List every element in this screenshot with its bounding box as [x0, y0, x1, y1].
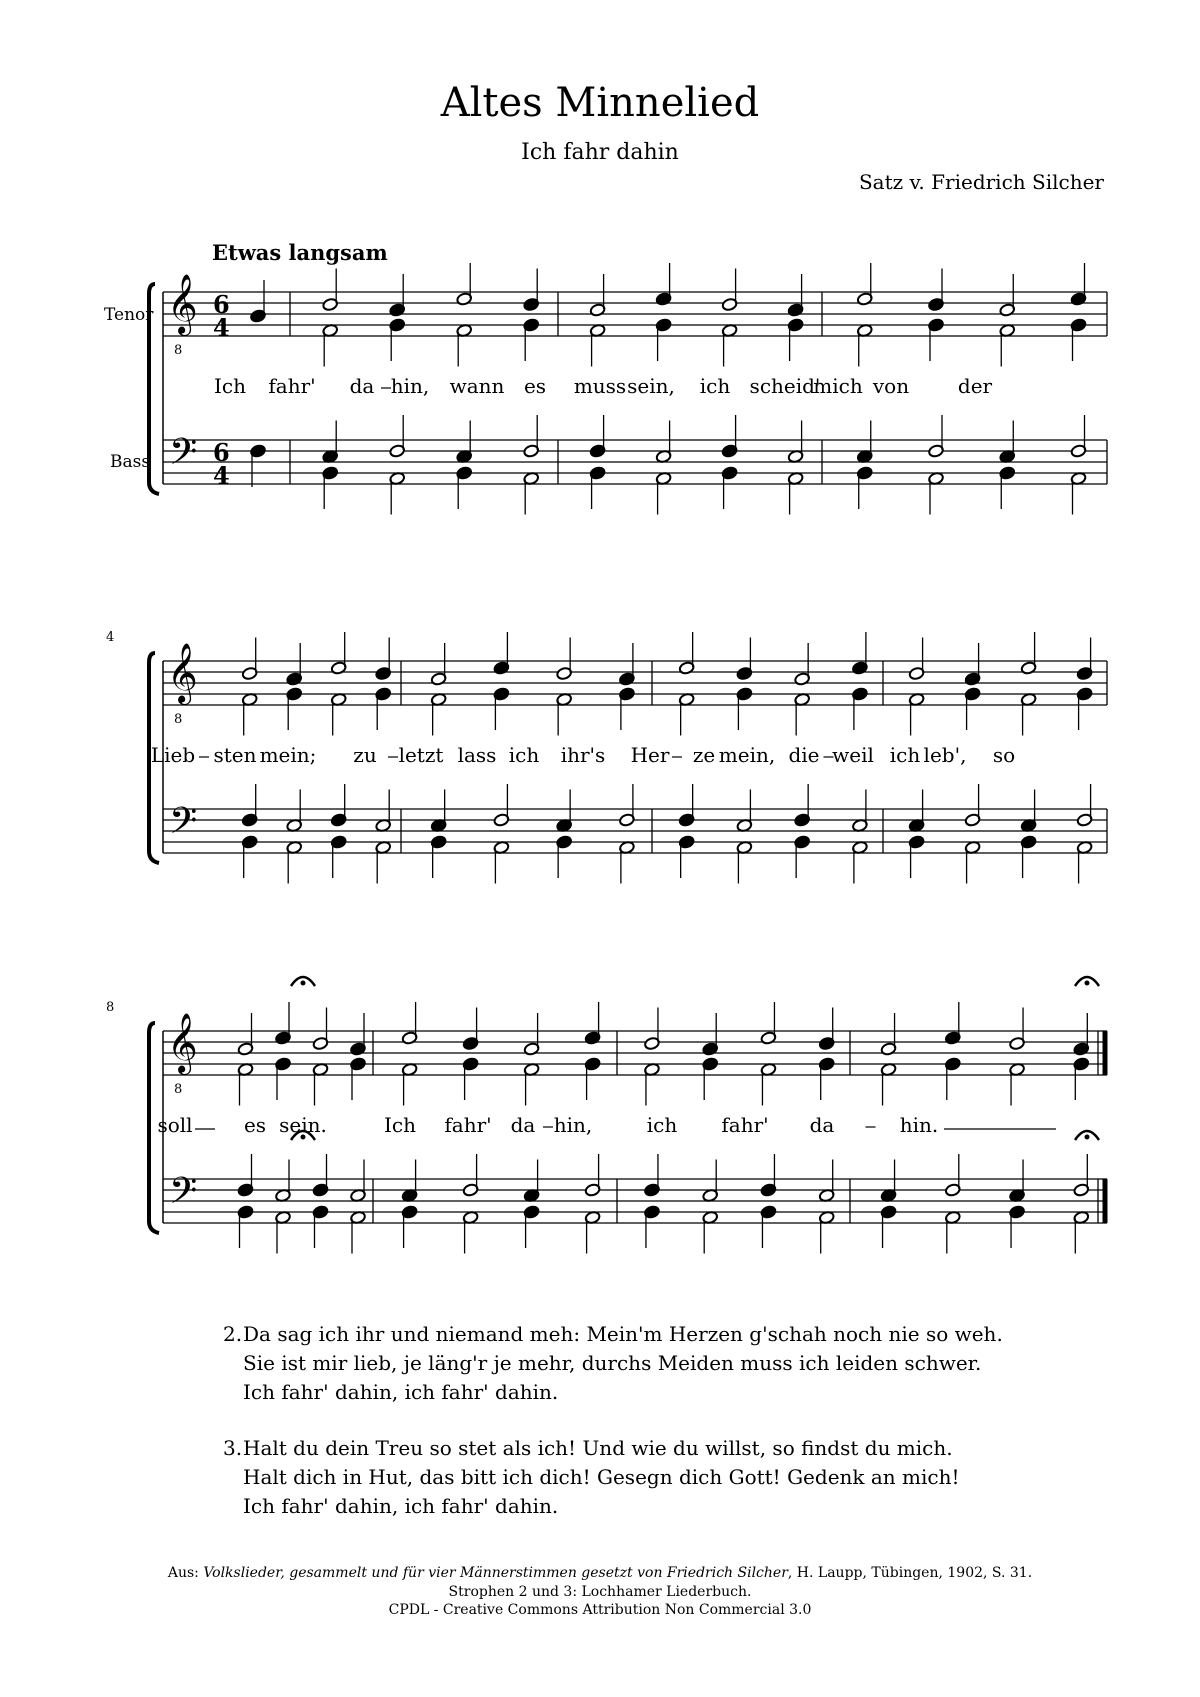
song-subtitle: Ich fahr dahin	[521, 140, 679, 165]
octave-eight: 8	[174, 712, 183, 727]
verse-line: Sie ist mir lieb, je läng'r je mehr, durchs Meiden muss ich leiden schwer.	[243, 1351, 982, 1375]
verse-number: 2.	[223, 1322, 243, 1346]
lyric-syllable: ich	[508, 743, 540, 767]
octave-eight: 8	[174, 343, 183, 358]
lyric-syllable: es	[523, 374, 547, 398]
lyric-syllable: von	[872, 374, 910, 398]
verse-source-note: Strophen 2 und 3: Lochhamer Liederbuch.	[448, 1584, 752, 1600]
license-note: CPDL - Creative Commons Attribution Non Commercial 3.0	[388, 1602, 812, 1618]
verse-line: Halt du dein Treu so stet als ich! Und wie du willst, so findst du mich.	[243, 1436, 953, 1460]
lyric-syllable: da	[510, 1113, 536, 1137]
measure-number-8: 8	[106, 1000, 115, 1015]
lyric-syllable: Ich	[384, 1113, 416, 1137]
lyric-syllable: fahr'	[444, 1113, 492, 1137]
lyric-syllable: muss	[573, 374, 627, 398]
system-bracket	[149, 284, 159, 494]
verse-3	[223, 1434, 960, 1521]
lyric-syllable: wann	[449, 374, 505, 398]
treble-clef-icon: 𝄞	[167, 643, 198, 703]
lyric-syllable: so	[992, 743, 1016, 767]
lyric-syllable: ich	[699, 374, 731, 398]
source-title: Volkslieder, gesammelt und für vier Männerstimmen gesetzt von Friedrich Silcher	[203, 1565, 788, 1581]
song-title: Altes Minnelied	[440, 80, 760, 126]
lyric-syllable: da	[809, 1113, 835, 1137]
lyric-syllable: Her	[630, 743, 670, 767]
fermata-dot	[1085, 1135, 1090, 1140]
lyric-syllable: es	[243, 1113, 267, 1137]
lyric-syllable: sein,	[627, 374, 675, 398]
treble-clef-icon: 𝄞	[167, 1013, 198, 1073]
fermata-dot	[1085, 981, 1090, 986]
lyric-syllable: fahr'	[268, 374, 316, 398]
lyric-syllable: letzt	[398, 743, 444, 767]
lyric-syllable: weil	[832, 743, 874, 767]
lyric-syllable: ich	[889, 743, 921, 767]
tempo-marking: Etwas langsam	[212, 240, 388, 265]
source-suffix: , H. Laupp, Tübingen, 1902, S. 31.	[787, 1565, 1033, 1581]
octave-eight: 8	[174, 1082, 183, 1097]
lyric-syllable: der	[957, 374, 993, 398]
lyric-syllable: ihr's	[560, 743, 606, 767]
lyric-syllable: hin,	[390, 374, 430, 398]
time-signature-top: 6	[213, 438, 230, 467]
lyric-syllable: mich	[813, 374, 863, 398]
instrument-label-bass: Bass	[110, 452, 151, 472]
fermata-dot	[301, 981, 306, 986]
bass-clef-icon: 𝄢	[169, 800, 198, 851]
lyric-syllable: ich	[646, 1113, 678, 1137]
verse-2	[223, 1320, 1003, 1407]
lyric-syllable: Ich	[214, 374, 246, 398]
composer-credit: Satz v. Friedrich Silcher	[858, 170, 1104, 194]
lyric-syllable: fahr'	[721, 1113, 769, 1137]
bass-clef-icon: 𝄢	[169, 431, 198, 482]
lyric-syllable: scheid'	[749, 374, 821, 398]
lyric-syllable: mein,	[718, 743, 776, 767]
source-line	[0, 1564, 1200, 1582]
source-prefix: Aus:	[167, 1565, 204, 1581]
lyric-syllable: sein.	[279, 1113, 327, 1137]
lyric-syllable: zu	[353, 743, 377, 767]
lyric-syllable: die	[788, 743, 820, 767]
time-signature-bottom: 4	[213, 461, 230, 490]
lyric-syllable: Lieb	[150, 743, 196, 767]
verse-line: Ich fahr' dahin, ich fahr' dahin.	[243, 1380, 559, 1404]
measure-number-4: 4	[106, 630, 115, 645]
lyric-syllable: mein;	[259, 743, 317, 767]
verse-line: Ich fahr' dahin, ich fahr' dahin.	[243, 1494, 559, 1518]
verse-number: 3.	[223, 1436, 243, 1460]
verse-line: Halt dich in Hut, das bitt ich dich! Gesegn dich Gott! Gedenk an mich!	[243, 1465, 960, 1489]
lyric-syllable: leb',	[923, 743, 967, 767]
lyric-syllable: soll	[157, 1113, 193, 1137]
lyric-syllable: sten	[213, 743, 257, 767]
treble-clef-icon: 𝄞	[167, 274, 198, 334]
lyric-syllable: lass	[457, 743, 497, 767]
lyric-syllable: ze	[692, 743, 716, 767]
instrument-label-tenor: Tenor	[104, 305, 154, 325]
time-signature-bottom: 4	[213, 313, 230, 342]
lyric-syllable: hin,	[553, 1113, 593, 1137]
lyric-syllable: hin.	[899, 1113, 939, 1137]
time-signature-top: 6	[213, 290, 230, 319]
lyric-syllable: da	[349, 374, 375, 398]
verse-line: Da sag ich ihr und niemand meh: Mein'm Herzen g'schah noch nie so weh.	[243, 1322, 1003, 1346]
bass-clef-icon: 𝄢	[169, 1170, 198, 1221]
